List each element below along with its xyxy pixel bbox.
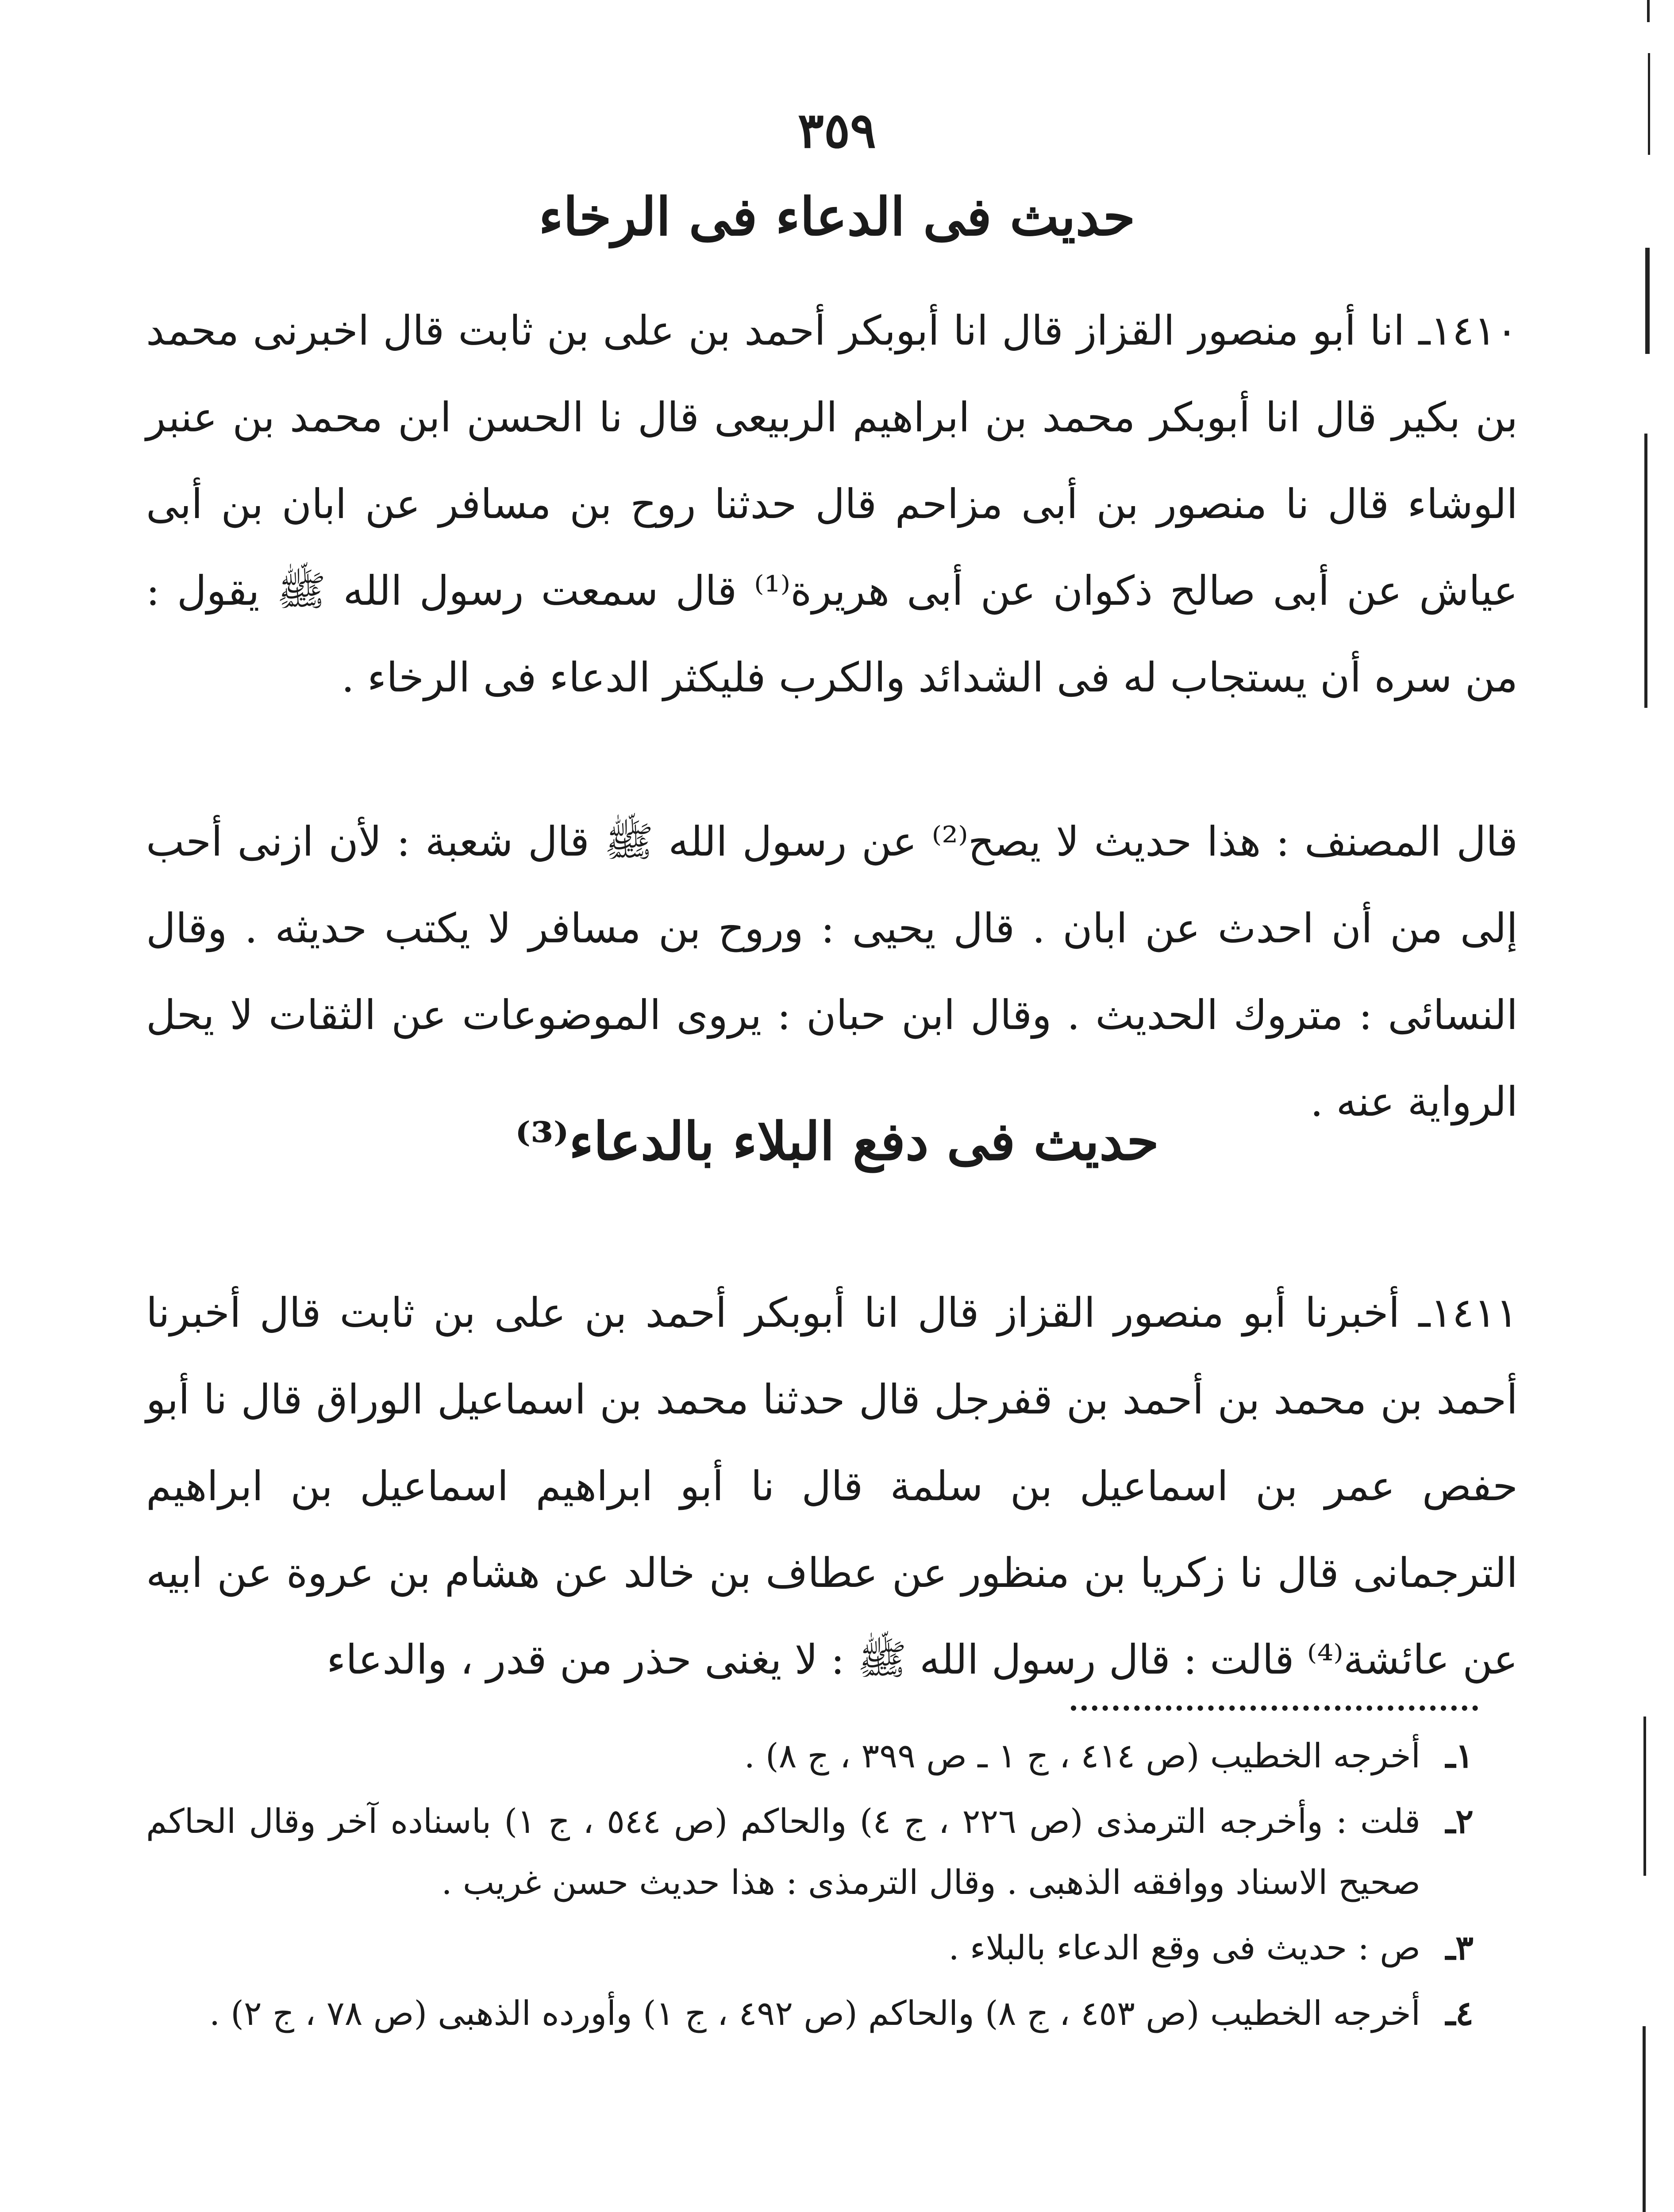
section-title-prayer-in-ease: حديث فى الدعاء فى الرخاء: [539, 186, 1135, 247]
footnote-item: [146, 1917, 1474, 1978]
binding-edge-mark: [1644, 434, 1647, 708]
footnote-number: ١ـ: [1445, 1736, 1474, 1775]
hadith-1410-text: ١٤١٠ـ انا أبو منصور القزاز قال انا أبوبكر أحمد بن على بن ثابت قال اخبرنى محمد بن بكير قال انا أبوبكر محمد بن ابراهيم الربيعى قال نا الحسن ابن محمد بن عنبر الوشاء قال نا منصور بن أبى مزاحم قال حدثنا روح بن مسافر عن ابان بن أبى عياش عن أبى صالح ذكوان عن أبى هريرة⁽¹⁾ قال سمعت رسول الله ﷺ يقول : من سره أن يستجاب له فى الشدائد والكرب فليكثر الدعاء فى الرخاء .: [146, 307, 1518, 701]
binding-edge-mark: [1645, 248, 1650, 354]
page-number: ٣٥٩: [797, 102, 877, 159]
footnote-item: [146, 1791, 1474, 1913]
section-title-repelling-affliction: حديث فى دفع البلاء بالدعاء⁽³⁾: [515, 1110, 1159, 1172]
footnote-item: [146, 1725, 1474, 1786]
hadith-1411-text: ١٤١١ـ أخبرنا أبو منصور القزاز قال انا أبوبكر أحمد بن على بن ثابت قال أخبرنا أحمد بن محمد بن أحمد بن قفرجل قال حدثنا محمد بن اسماعيل الوراق قال نا أبو حفص عمر بن اسماعيل بن سلمة قال نا أبو ابراهيم اسماعيل بن ابراهيم الترجمانى قال نا زكريا بن منظور عن عطاف بن خالد عن هشام بن عروة عن ابيه عن عائشة⁽⁴⁾ قالت : قال رسول الله ﷺ : لا يغنى حذر من قدر ، والدعاء: [146, 1289, 1518, 1683]
footnote-number: ٣ـ: [1445, 1928, 1474, 1967]
author-commentary: قال المصنف : هذا حديث لا يصح⁽²⁾ عن رسول الله ﷺ قال شعبة : لأن ازنى أحب إلى من أن احدث عن ابان . قال يحيى : وروح بن مسافر لا يكتب حديثه . وقال النسائى : متروك الحديث . وقال ابن حبان : يروى الموضوعات عن الثقات لا يحل الرواية عنه .: [146, 818, 1518, 1125]
footnote-number: ٤ـ: [1445, 1993, 1474, 2033]
binding-edge-mark: [1643, 2026, 1646, 2212]
footnote-number: ٢ـ: [1445, 1801, 1474, 1841]
footnote-text: ص : حديث فى وقع الدعاء بالبلاء .: [948, 1928, 1420, 1967]
footnote-text: قلت : وأخرجه الترمذى (ص ٢٢٦ ، ج ٤) والحاكم (ص ٥٤٤ ، ج ١) باسناده آخر وقال الحاكم صحيح الاسناد ووافقه الذهبى . وقال الترمذى : هذا حديث حسن غريب .: [146, 1801, 1420, 1902]
binding-edge-mark: [1647, 0, 1650, 22]
footnote-text: أخرجه الخطيب (ص ٤١٤ ، ج ١ ـ ص ٣٩٩ ، ج ٨) .: [744, 1736, 1420, 1775]
footnote-separator: [1071, 1705, 1478, 1711]
footnotes-list: [146, 1725, 1474, 2048]
footnote-item: [146, 1983, 1474, 2044]
binding-edge-mark: [1643, 1717, 1646, 1876]
binding-edge-mark: [1648, 53, 1650, 155]
footnote-text: أخرجه الخطيب (ص ٤٥٣ ، ج ٨) والحاكم (ص ٤٩٢ ، ج ١) وأورده الذهبى (ص ٧٨ ، ج ٢) .: [209, 1993, 1420, 2033]
